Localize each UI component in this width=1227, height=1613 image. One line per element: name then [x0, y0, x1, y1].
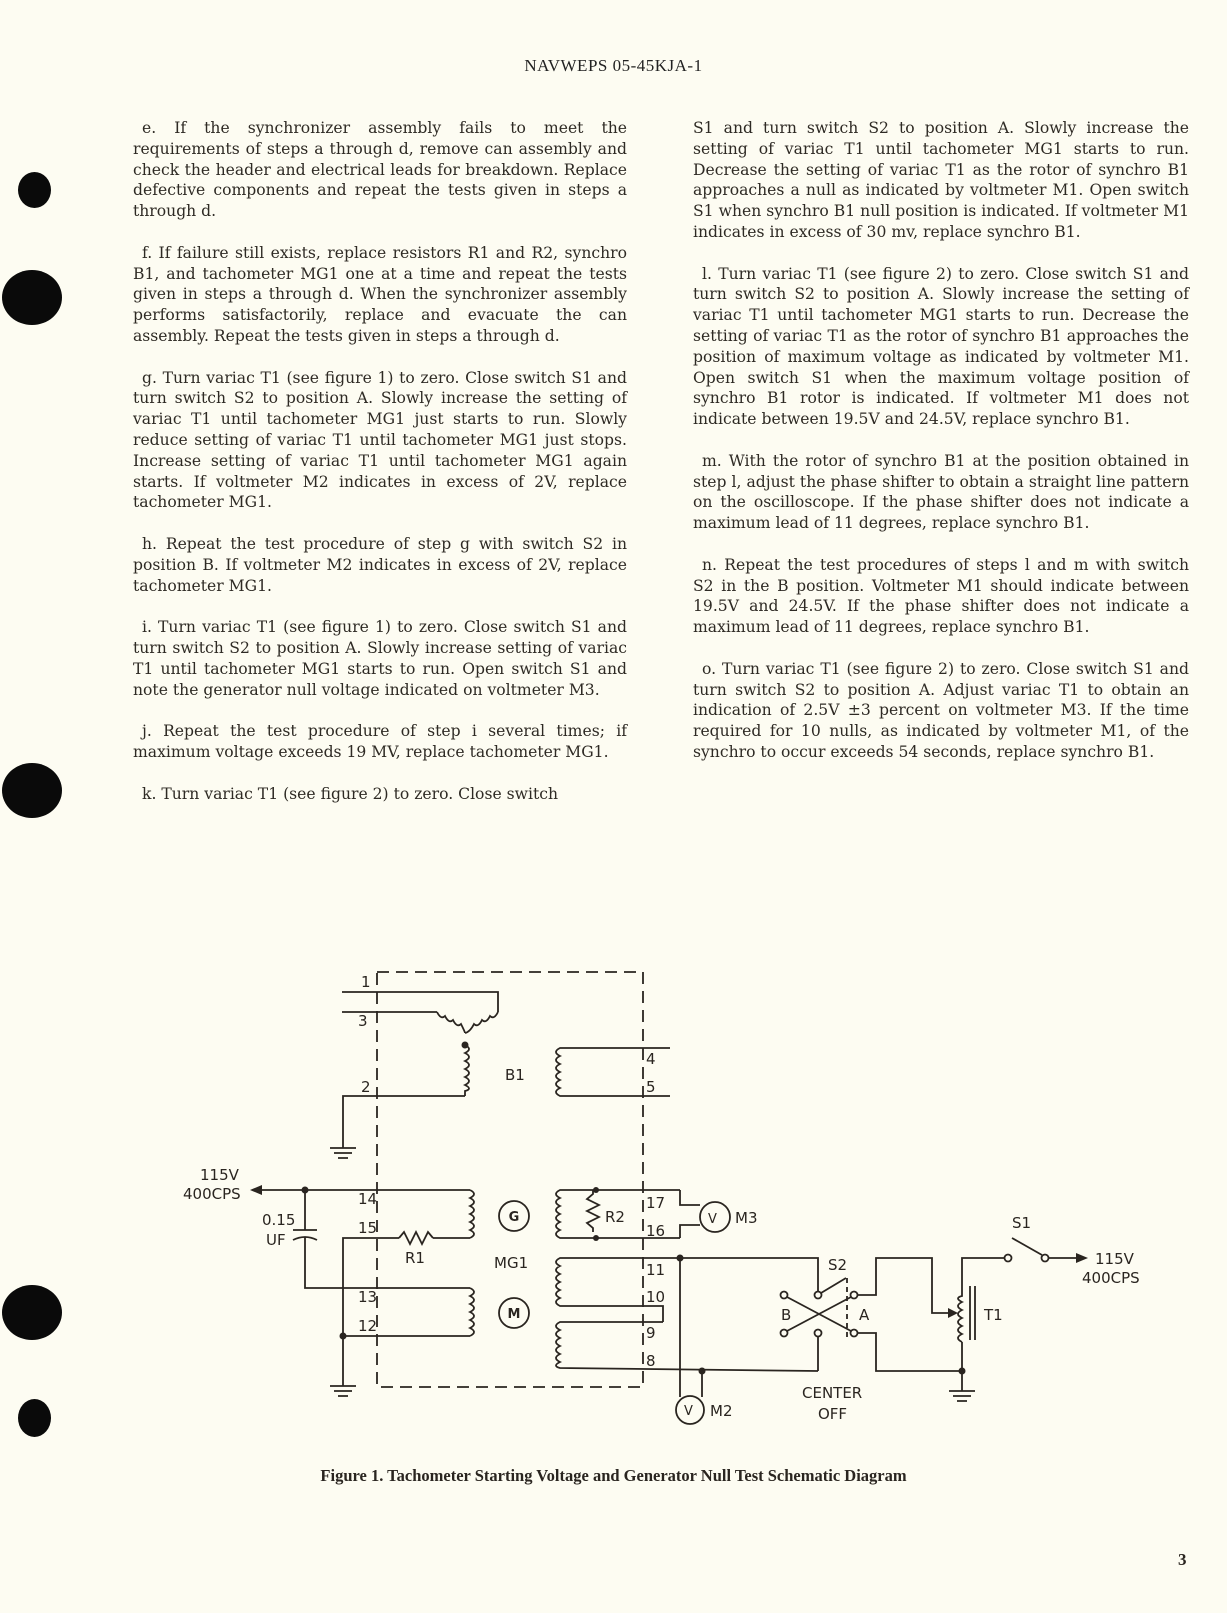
- switch-s1-label: S1: [1012, 1214, 1032, 1232]
- binder-hole: [2, 763, 62, 818]
- step-i: i. Turn variac T1 (see figure 1) to zero. Close switch S1 and turn switch S2 to position A. Slowly increase setting of variac T1 until tachometer MG1 starts to run. Open switch S1 and note the generator null voltage indicated on voltmeter M3.: [133, 618, 627, 699]
- motor-symbol: [499, 1298, 529, 1328]
- step-e: e. If the synchronizer assembly fails to meet the requirements of steps a through d, remove can assembly and check the header and electrical leads for breakdown. Replace defective components and repeat the tests given in steps a through d.: [133, 119, 627, 221]
- resistor-r1: [399, 1232, 433, 1244]
- voltmeter-m2-label: M2: [710, 1402, 733, 1420]
- step-n: n. Repeat the test procedures of steps l and m with switch S2 in the B position. Voltmeter M1 should indicate between 19.5V and 24.5V. If the phase shifter does not indicate a maximum lead of 11 degrees, replace synchro B1.: [693, 555, 1189, 637]
- terminal-12-label: 12: [358, 1317, 378, 1335]
- left-source-voltage: 115V: [200, 1166, 239, 1184]
- switch-s1: [1012, 1238, 1042, 1255]
- voltmeter-m3: [700, 1202, 730, 1232]
- step-k: k. Turn variac T1 (see figure 2) to zero. Close switch: [142, 784, 559, 803]
- resistor-r2-label: R2: [605, 1208, 625, 1226]
- terminal-15-label: 15: [358, 1219, 378, 1237]
- synchro-stator-coil: [556, 1048, 670, 1096]
- capacitor-unit-label: UF: [266, 1231, 286, 1249]
- right-source-voltage: 115V: [1095, 1250, 1134, 1268]
- step-h: h. Repeat the test procedure of step g with switch S2 in position B. If voltmeter M2 indicates in excess of 2V, replace tachometer MG1.: [133, 534, 627, 595]
- switch-s2: [787, 1278, 851, 1331]
- step-j: j. Repeat the test procedure of step i several times; if maximum voltage exceeds 19 MV, replace tachometer MG1.: [133, 722, 627, 761]
- variac-t1-label: T1: [984, 1306, 1003, 1324]
- terminal-17-label: 17: [646, 1194, 666, 1212]
- binder-hole: [18, 1399, 51, 1437]
- voltmeter-m2: [676, 1396, 704, 1424]
- capacitor-value-label: 0.15: [262, 1211, 296, 1229]
- terminal-1-label: 1: [361, 973, 371, 991]
- step-f: f. If failure still exists, replace resistors R1 and R2, synchro B1, and tachometer MG1 one at a time and repeat the tests given in steps a through d. When the synchronizer assembly performs satisfactorily, replace and evacuate the can assembly. Repeat the tests given in steps a through d.: [133, 243, 627, 345]
- resistor-r1-label: R1: [405, 1249, 425, 1267]
- figure-caption: Figure 1. Tachometer Starting Voltage and Generator Null Test Schematic Diagram: [320, 1466, 907, 1485]
- generator-g-label: G: [508, 1210, 520, 1225]
- switch-position-b-label: B: [781, 1306, 792, 1324]
- voltmeter-m2-symbol: V: [684, 1404, 693, 1419]
- motor-m-label: M: [507, 1307, 521, 1322]
- step-o: o. Turn variac T1 (see figure 2) to zero. Close switch S1 and turn switch S2 to position A. Adjust variac T1 to obtain an indication of 2.5V ±3 percent on voltmeter M3. If the time required for 10 nulls, as indicated by voltmeter M1, of the synchro to occur exceeds 54 seconds, replace synchro B1.: [693, 659, 1189, 761]
- switch-s2-label: S2: [828, 1256, 848, 1274]
- left-text-column: [133, 118, 627, 825]
- page-number: 3: [1178, 1550, 1187, 1569]
- step-k-continued: S1 and turn switch S2 to position A. Slowly increase the setting of variac T1 until tachometer MG1 starts to run. Decrease the setting of variac T1 as the rotor of synchro B1 approaches a null as indicated by voltmeter M1. Open switch S1 when synchro B1 null position is indicated. If voltmeter M1 indicates in excess of 30 mv, replace synchro B1.: [693, 119, 1189, 241]
- tachometer-mg1-label: MG1: [494, 1254, 529, 1272]
- switch-position-a-label: A: [859, 1306, 870, 1324]
- terminal-16-label: 16: [646, 1222, 666, 1240]
- synchronizer-enclosure: [377, 972, 643, 1387]
- synchro-b1-label: B1: [505, 1066, 525, 1084]
- document-number-header: NAVWEPS 05-45KJA-1: [524, 56, 703, 75]
- synchro-rotor-coil: [437, 1012, 465, 1033]
- right-source-frequency: 400CPS: [1082, 1269, 1140, 1287]
- terminal-5-label: 5: [646, 1078, 656, 1096]
- terminal-13-label: 13: [358, 1288, 378, 1306]
- generator-symbol: [499, 1201, 529, 1231]
- terminal-14-label: 14: [358, 1190, 378, 1208]
- terminal-8-label: 8: [646, 1352, 656, 1370]
- left-source-frequency: 400CPS: [183, 1185, 241, 1203]
- voltmeter-m3-symbol: V: [708, 1212, 717, 1227]
- terminal-2-label: 2: [361, 1078, 371, 1096]
- switch-note-center: CENTER: [802, 1384, 863, 1402]
- terminal-11-label: 11: [646, 1261, 666, 1279]
- terminal-10-label: 10: [646, 1288, 666, 1306]
- step-l: l. Turn variac T1 (see figure 2) to zero. Close switch S1 and turn switch S2 to position A. Slowly increase the setting of variac T1 until tachometer MG1 starts to run. Decrease the setting of variac T1 as the rotor of synchro B1 approaches the position of maximum voltage as indicated by voltmeter M1. Open switch S1 when the maximum voltage position of synchro B1 rotor is indicated. If voltmeter M1 does not indicate between 19.5V and 24.5V, replace synchro B1.: [693, 264, 1189, 429]
- variac-t1: [958, 1258, 1005, 1342]
- binder-hole: [18, 172, 51, 208]
- binder-hole: [2, 270, 62, 325]
- terminal-4-label: 4: [646, 1050, 656, 1068]
- right-text-column: [693, 118, 1189, 784]
- terminal-9-label: 9: [646, 1324, 656, 1342]
- switch-note-off: OFF: [818, 1405, 848, 1423]
- step-m: m. With the rotor of synchro B1 at the position obtained in step l, adjust the phase shifter to obtain a straight line pattern on the oscilloscope. If the phase shifter does not indicate a maximum lead of 11 degrees, replace synchro B1.: [693, 451, 1189, 533]
- terminal-3-label: 3: [358, 1012, 368, 1030]
- binder-hole: [2, 1285, 62, 1340]
- resistor-r2: [587, 1190, 599, 1232]
- motor-field-coil: [470, 1288, 474, 1336]
- voltmeter-m3-label: M3: [735, 1209, 758, 1227]
- step-g: g. Turn variac T1 (see figure 1) to zero. Close switch S1 and turn switch S2 to position A. Slowly increase the setting of variac T1 until tachometer MG1 just starts to run. Slowly reduce setting of variac T1 until tachometer MG1 just stops. Increase setting of variac T1 until tachometer MG1 again starts. If voltmeter M2 indicates in excess of 2V, replace tachometer MG1.: [133, 368, 627, 512]
- generator-field-coil: [470, 1190, 474, 1238]
